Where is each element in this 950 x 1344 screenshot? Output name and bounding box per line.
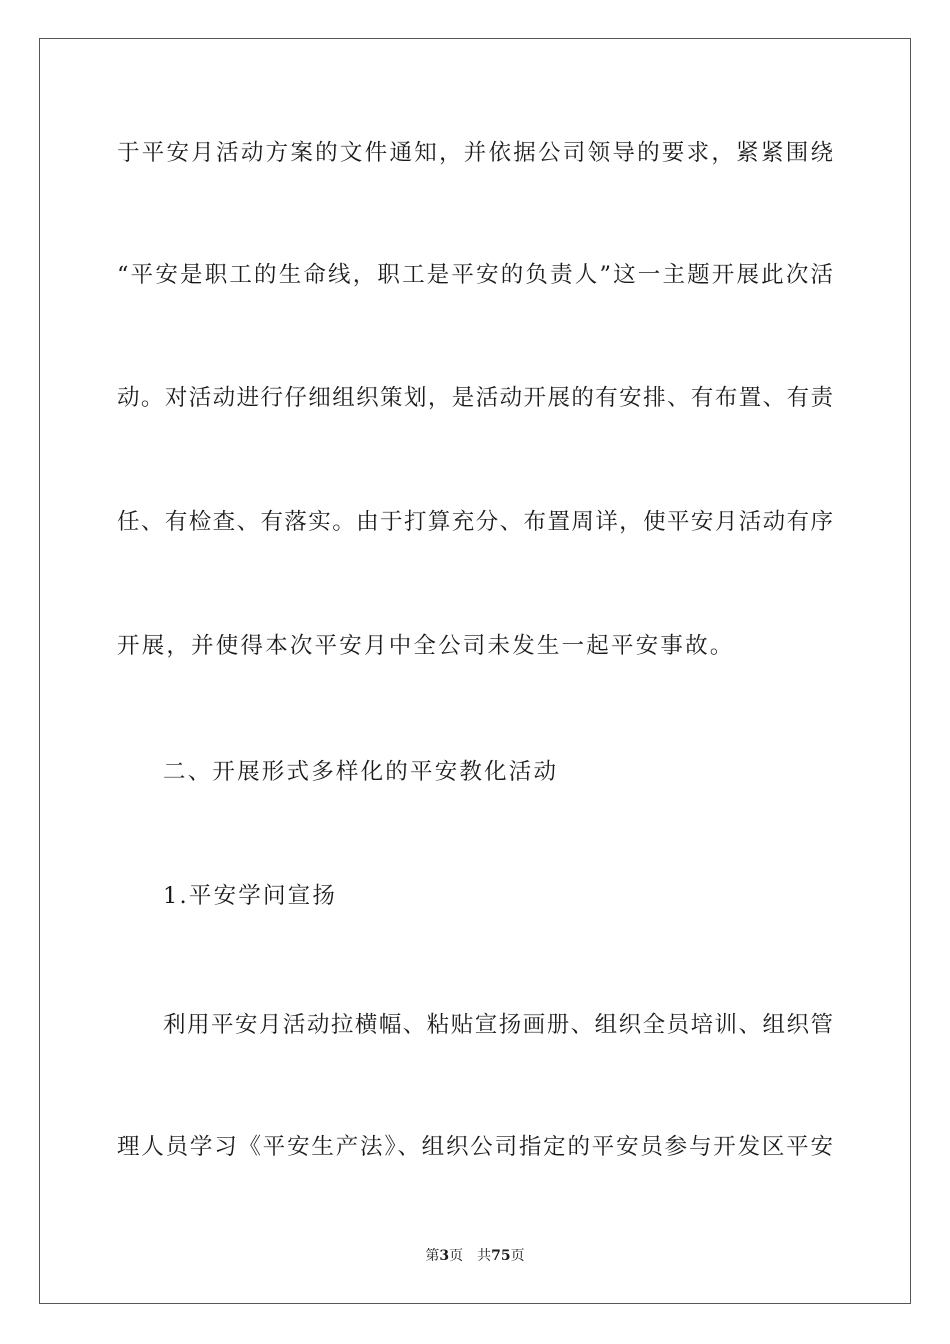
page-footer [0, 1247, 950, 1265]
body-text-line-1: 于平安月活动方案的文件通知，并依据公司领导的要求，紧紧围绕 [117, 140, 833, 166]
footer-total-number: 75 [491, 1248, 511, 1264]
body-text-line-8: 利用平安月活动拉横幅、粘贴宣扬画册、组织全员培训、组织管 [163, 1012, 833, 1038]
footer-page-number: 3 [439, 1248, 450, 1264]
body-text-line-4: 任、有检查、有落实。由于打算充分、布置周详，使平安月活动有序 [117, 509, 833, 535]
body-text-line-9: 理人员学习《平安生产法》、组织公司指定的平安员参与开发区平安 [117, 1134, 833, 1160]
section-heading: 二、开展形式多样化的平安教化活动 [163, 759, 559, 785]
footer-page-prefix: 第 [425, 1248, 440, 1264]
page-border [39, 38, 911, 1304]
footer-page-suffix: 页 [449, 1248, 464, 1264]
subsection-heading: 1.平安学问宣扬 [163, 883, 338, 909]
footer-total-suffix: 页 [510, 1248, 525, 1264]
footer-total-prefix: 共 [477, 1248, 492, 1264]
body-text-line-2: “平安是职工的生命线，职工是平安的负责人”这一主题开展此次活 [117, 262, 833, 288]
body-text-line-5: 开展，并使得本次平安月中全公司未发生一起平安事故。 [117, 633, 735, 659]
body-text-line-3: 动。对活动进行仔细组织策划，是活动开展的有安排、有布置、有责 [117, 385, 833, 411]
